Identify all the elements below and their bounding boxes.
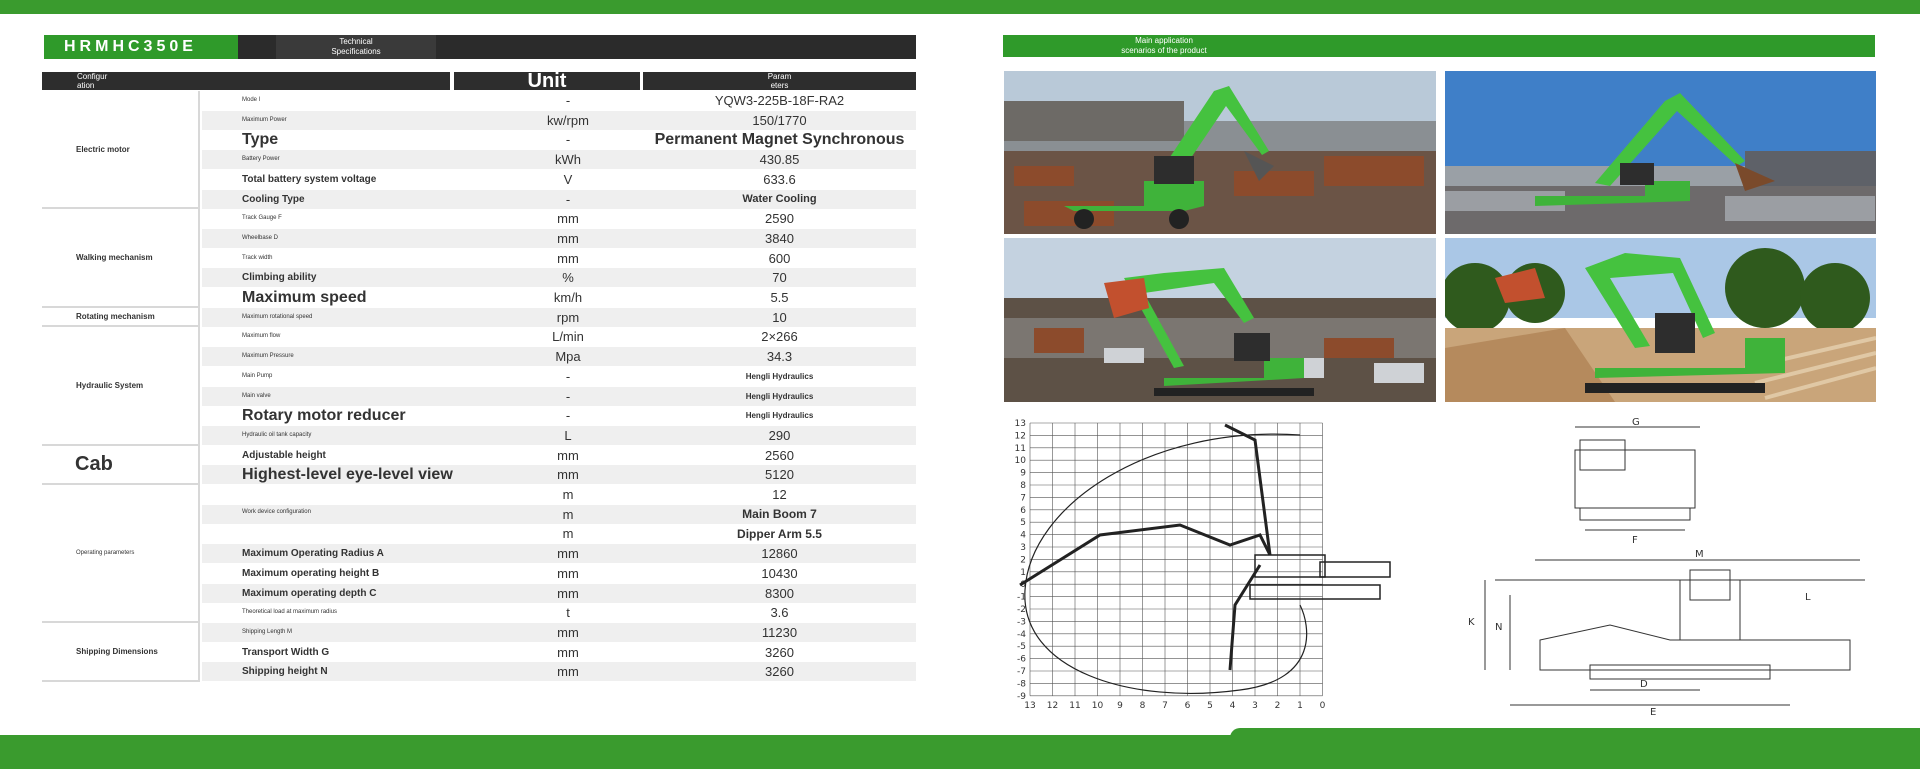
- spec-value: Hengli Hydraulics: [643, 387, 916, 406]
- spec-value: Hengli Hydraulics: [745, 371, 814, 381]
- spec-item-label: Track width: [242, 254, 273, 261]
- spec-unit: mm: [557, 250, 579, 266]
- category-cell: Electric motor: [42, 91, 200, 209]
- spec-unit: kWh: [454, 150, 682, 169]
- spec-unit: -: [565, 132, 571, 148]
- spec-item-label: Maximum operating depth C: [202, 584, 492, 603]
- dim-label-l: L: [1805, 592, 1811, 603]
- photo-scrapyard-2: [1445, 71, 1876, 234]
- working-range-diagram: [1000, 415, 1420, 715]
- spec-value: 2590: [765, 211, 794, 227]
- spec-unit: -: [565, 368, 571, 384]
- spec-unit: mm: [454, 662, 682, 681]
- y-tick-label: 9: [1020, 468, 1026, 479]
- y-tick-label: 4: [1020, 530, 1026, 541]
- spec-value: 3260: [765, 644, 794, 660]
- x-tick-label: 1: [1297, 700, 1303, 711]
- dim-label-g: G: [1632, 417, 1640, 428]
- spec-unit: m: [562, 487, 574, 502]
- photo-lumberyard: [1445, 238, 1876, 402]
- category-cell: Operating parameters: [42, 485, 200, 623]
- spec-unit: Mpa: [454, 347, 682, 366]
- spec-unit: mm: [454, 229, 682, 248]
- y-tick-label: 10: [1014, 456, 1026, 467]
- spec-unit: mm: [454, 544, 682, 563]
- spec-item-label: Highest-level eye-level view: [202, 465, 492, 484]
- reach-envelope: [1025, 434, 1307, 693]
- spec-value: 34.3: [643, 347, 916, 366]
- x-tick-label: 12: [1046, 700, 1059, 711]
- model-title: HRMHC350E: [44, 35, 238, 59]
- dim-label-e: E: [1650, 707, 1657, 715]
- x-tick-label: 2: [1274, 700, 1281, 711]
- y-tick-label: -6: [1017, 654, 1026, 665]
- spec-item-label: [202, 524, 492, 543]
- col-header-unit: Unit: [454, 72, 640, 90]
- spec-item-label: Hydraulic oil tank capacity: [202, 426, 492, 445]
- spec-item-label: Climbing ability: [202, 268, 492, 287]
- work-device-label: Work device configuration: [242, 509, 311, 515]
- category-cell: Cab: [42, 446, 200, 485]
- y-tick-label: -8: [1017, 679, 1026, 690]
- spec-unit: -: [565, 408, 571, 424]
- spec-value: 5120: [643, 465, 916, 484]
- spec-item-label: Mode l: [242, 97, 261, 103]
- y-tick-label: -3: [1017, 617, 1026, 628]
- y-tick-label: 11: [1014, 443, 1026, 454]
- y-tick-label: 6: [1020, 505, 1026, 516]
- x-tick-label: 4: [1229, 700, 1236, 711]
- spec-value: 2×266: [761, 329, 798, 345]
- x-tick-label: 5: [1207, 700, 1213, 711]
- spec-item-label: Maximum Pressure: [202, 347, 492, 366]
- spec-item-label: Maximum speed: [242, 288, 367, 306]
- x-tick-label: 10: [1091, 700, 1104, 711]
- spec-value: Dipper Arm 5.5: [737, 526, 822, 541]
- x-tick-label: 11: [1069, 700, 1081, 711]
- y-tick-label: -4: [1017, 629, 1026, 640]
- y-tick-label: 2: [1020, 555, 1026, 566]
- spec-item-label: Wheelbase D: [202, 229, 492, 248]
- spec-unit: rpm: [454, 308, 682, 327]
- spec-value: 3840: [643, 229, 916, 248]
- x-tick-label: 13: [1024, 700, 1036, 711]
- x-tick-label: 0: [1319, 700, 1326, 711]
- spec-item-label: Cooling Type: [202, 190, 492, 209]
- x-tick-label: 9: [1117, 700, 1123, 711]
- spec-unit: m: [562, 526, 574, 542]
- spec-unit: t: [566, 605, 570, 621]
- top-green-band: [0, 0, 1920, 14]
- spec-item-label: Total battery system voltage: [242, 173, 377, 185]
- bottom-green-band: [0, 735, 1920, 769]
- spec-unit: mm: [557, 565, 579, 581]
- dim-label-n: N: [1495, 622, 1503, 633]
- spec-header-bar: [44, 35, 916, 59]
- col-header-parameters: Param eters: [643, 72, 916, 90]
- spec-unit: -: [565, 93, 571, 108]
- y-tick-label: 12: [1014, 431, 1026, 442]
- spec-item-label: Battery Power: [202, 150, 492, 169]
- dimension-drawing: [1410, 415, 1880, 715]
- spec-unit: kw/rpm: [454, 111, 682, 130]
- spec-item-label: Maximum operating height B: [242, 567, 380, 579]
- y-tick-label: -5: [1017, 642, 1026, 653]
- spec-unit: mm: [557, 447, 579, 463]
- spec-item-label: Main Pump: [242, 372, 273, 379]
- y-tick-label: 5: [1020, 518, 1026, 529]
- spec-item-label: Type: [242, 130, 279, 148]
- y-tick-label: 7: [1020, 493, 1026, 504]
- spec-value: Main Boom 7: [643, 505, 916, 524]
- photo-scrapyard-3: [1004, 238, 1436, 402]
- dim-label-k: K: [1468, 617, 1475, 628]
- spec-value: 10: [643, 308, 916, 327]
- spec-unit: -: [454, 190, 682, 209]
- y-tick-label: 1: [1020, 567, 1026, 578]
- category-cell: Hydraulic System: [42, 327, 200, 445]
- spec-unit: L: [454, 426, 682, 445]
- spec-unit: mm: [454, 584, 682, 603]
- dim-label-d: D: [1640, 679, 1648, 690]
- spec-value: Water Cooling: [643, 190, 916, 209]
- spec-value: 600: [768, 250, 791, 266]
- y-tick-label: 0: [1020, 580, 1026, 591]
- spec-item-label: Transport Width G: [242, 646, 330, 658]
- category-cell: Rotating mechanism: [42, 308, 200, 328]
- spec-value: 12860: [643, 544, 916, 563]
- spec-item-label: Theoretical load at maximum radius: [242, 609, 338, 616]
- spec-unit: mm: [557, 644, 579, 660]
- spec-unit: mm: [557, 211, 579, 227]
- y-tick-label: 8: [1020, 481, 1026, 491]
- x-tick-label: 7: [1162, 700, 1168, 711]
- spec-item-label: Rotary motor reducer: [242, 406, 406, 424]
- spec-value: 11230: [643, 623, 916, 642]
- spec-unit: mm: [454, 465, 682, 484]
- y-tick-label: 13: [1014, 419, 1026, 429]
- spec-item-label: Maximum Operating Radius A: [202, 544, 492, 563]
- spec-value: 2560: [765, 447, 794, 463]
- spec-value: 3.6: [770, 605, 789, 621]
- application-subtitle: Main application scenarios of the product: [1121, 36, 1207, 55]
- x-tick-label: 3: [1252, 700, 1258, 711]
- y-tick-label: -2: [1017, 605, 1026, 615]
- spec-value: 12: [772, 487, 787, 502]
- spec-value: 8300: [643, 584, 916, 603]
- spec-value: 290: [643, 426, 916, 445]
- y-tick-label: -1: [1017, 592, 1026, 603]
- x-tick-label: 6: [1184, 700, 1191, 711]
- category-cell: Shipping Dimensions: [42, 623, 200, 682]
- dim-label-f: F: [1632, 535, 1638, 546]
- spec-item-label: Adjustable height: [242, 449, 326, 461]
- spec-unit: km/h: [553, 290, 583, 305]
- spec-value: 430.85: [643, 150, 916, 169]
- spec-item-label: Track Gauge F: [242, 215, 282, 222]
- spec-value: 150/1770: [643, 111, 916, 130]
- spec-unit: -: [454, 387, 682, 406]
- spec-value: 3260: [643, 662, 916, 681]
- x-tick-label: 8: [1139, 700, 1146, 711]
- spec-item-label: Maximum Power: [202, 111, 492, 130]
- dim-label-m: M: [1695, 549, 1704, 560]
- y-tick-label: 3: [1020, 543, 1026, 553]
- spec-value: Permanent Magnet Synchronous: [654, 130, 905, 148]
- application-header-bar: [1003, 35, 1875, 57]
- spec-value: 5.5: [770, 290, 789, 305]
- spec-item-label: Maximum rotational speed: [202, 308, 492, 327]
- spec-unit: L/min: [552, 329, 584, 345]
- spec-item-label: Maximum flow: [242, 333, 281, 340]
- spec-item-label: Shipping height N: [202, 662, 492, 681]
- spec-value: YQW3-225B-18F-RA2: [714, 93, 845, 108]
- col-header-configuration: Configur ation: [42, 72, 450, 90]
- spec-unit: mm: [454, 623, 682, 642]
- spec-item-label: Main valve: [202, 387, 492, 406]
- spec-unit: V: [563, 171, 573, 187]
- spec-value: 633.6: [763, 171, 796, 187]
- spec-item-label: [202, 485, 492, 504]
- category-cell: Walking mechanism: [42, 209, 200, 308]
- photo-scrapyard-1: [1004, 71, 1436, 234]
- spec-unit: m: [454, 505, 682, 524]
- y-tick-label: -9: [1017, 691, 1026, 702]
- spec-value: 70: [643, 268, 916, 287]
- spec-value: 10430: [761, 565, 798, 581]
- spec-subtitle: Technical Specifications: [276, 35, 436, 59]
- spec-unit: %: [454, 268, 682, 287]
- spec-value: Hengli Hydraulics: [745, 411, 814, 421]
- spec-item-label: Shipping Length M: [202, 623, 492, 642]
- y-tick-label: -7: [1017, 667, 1026, 677]
